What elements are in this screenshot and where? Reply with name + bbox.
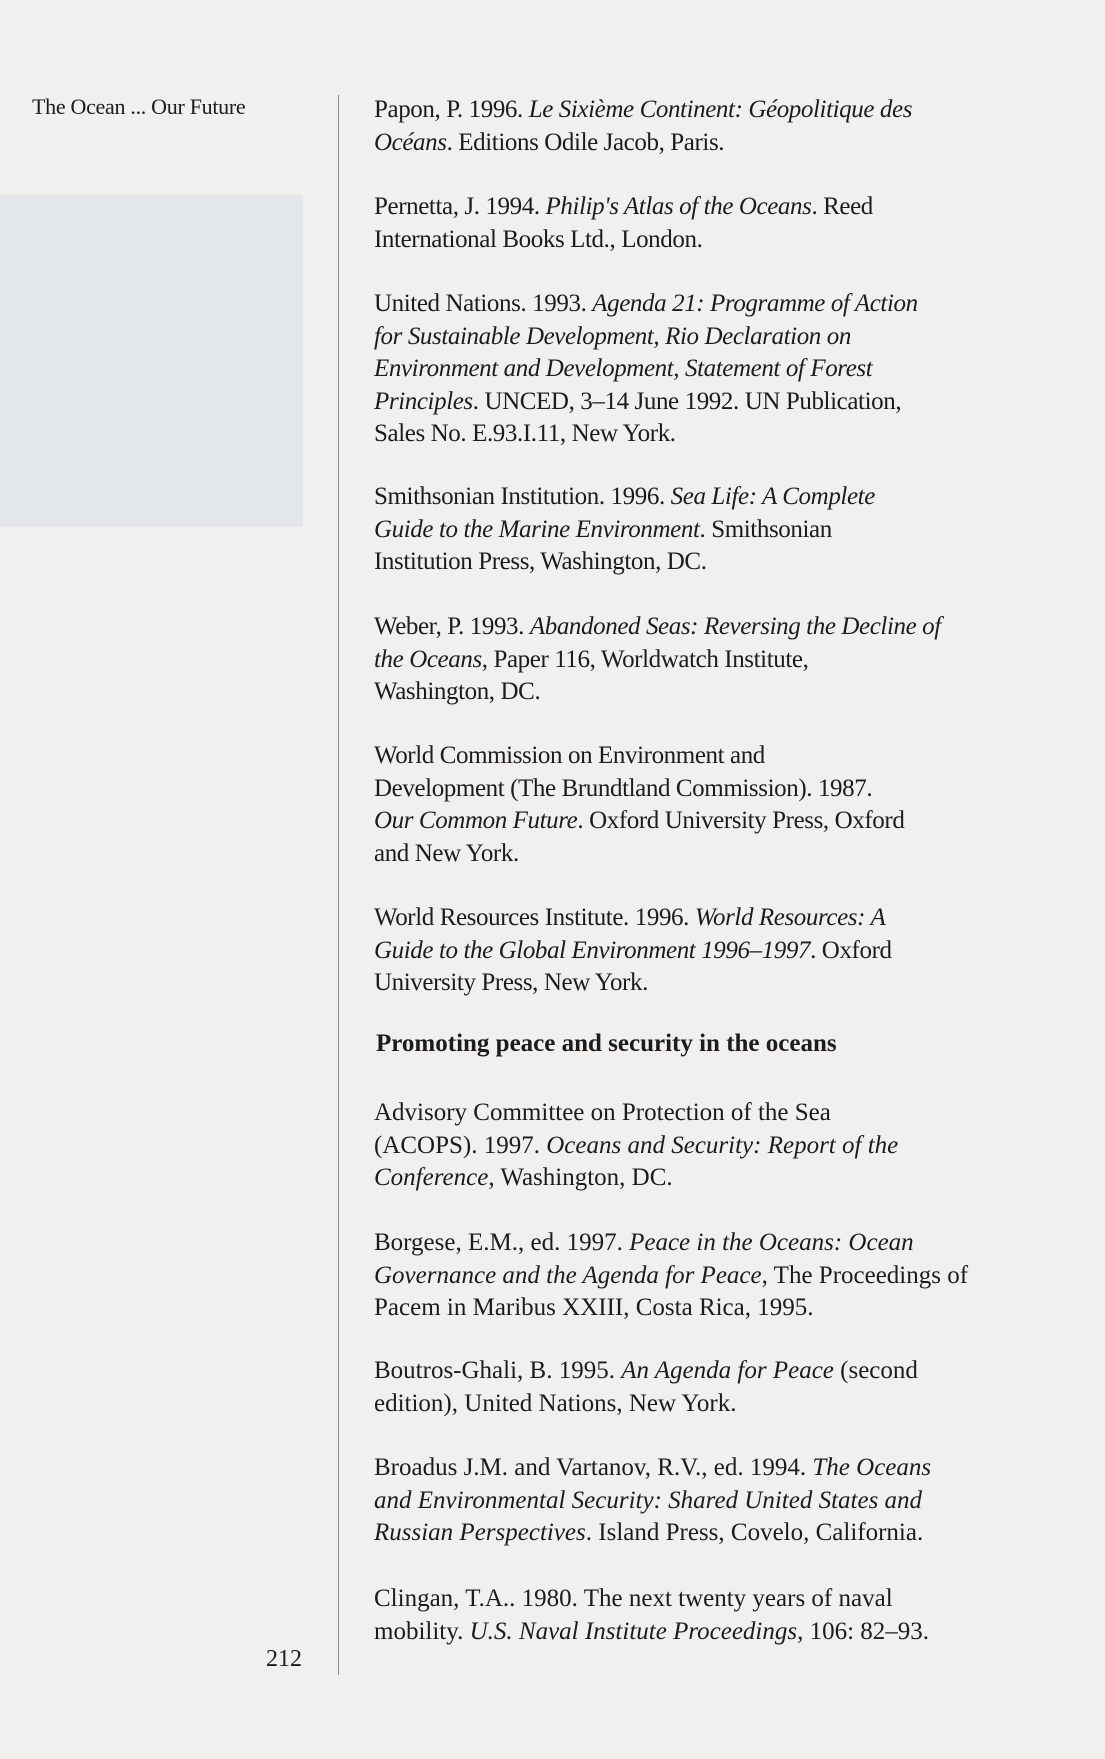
- entry-line: [374, 740, 904, 773]
- entry-line: [374, 1485, 931, 1518]
- entry-title-text: Principles: [374, 387, 473, 415]
- entry-text: . Island Press, Covelo, California.: [585, 1519, 924, 1546]
- entry-line: [374, 1227, 968, 1260]
- entry-text: International Books Ltd., London.: [374, 225, 703, 253]
- entry-text: . Editions Odile Jacob, Paris.: [446, 128, 725, 156]
- entry-text: Boutros-Ghali, B. 1995.: [374, 1357, 622, 1384]
- entry-line: [374, 1097, 898, 1130]
- entry-title-text: U.S. Naval Institute Proceedings: [469, 1617, 798, 1645]
- bibliography-entry: [374, 1097, 898, 1195]
- entry-title-text: Guide to the Global Environment 1996–1997: [374, 936, 811, 964]
- entry-line: [374, 838, 904, 871]
- entry-text: United Nations. 1993.: [374, 290, 593, 317]
- entry-line: [374, 514, 875, 547]
- entry-text: Development (The Brundtland Commission). 1987.: [374, 774, 873, 802]
- entry-text: (second: [833, 1357, 918, 1384]
- entry-title-text: Sea Life: A Complete: [670, 483, 875, 510]
- entry-title-text: Le Sixième Continent: Géopolitique des: [528, 96, 913, 123]
- column-divider: [338, 95, 339, 1675]
- bibliography-entry: [374, 94, 912, 159]
- entry-line: [374, 386, 918, 419]
- entry-line: [374, 288, 918, 321]
- entry-title-text: Guide to the Marine Environment: [374, 515, 700, 543]
- bibliography-entry: [374, 611, 941, 709]
- entry-text: . Oxford: [810, 936, 892, 964]
- entry-title-text: Abandoned Seas: Reversing the Decline of: [529, 613, 941, 640]
- entry-line: [374, 773, 904, 806]
- entry-text: Borgese, E.M., ed. 1997.: [374, 1229, 630, 1256]
- entry-title-text: An Agenda for Peace: [621, 1357, 834, 1384]
- entry-title-text: Oceans and Security: Report of the: [546, 1131, 899, 1159]
- entry-line: [374, 353, 918, 386]
- entry-text: edition), United Nations, New York.: [374, 1389, 737, 1417]
- entry-title-text: Governance and the Agenda for Peace: [374, 1261, 762, 1289]
- entry-text: World Resources Institute. 1996.: [374, 904, 695, 931]
- entry-title-text: Environment and Development, Statement of Forest: [374, 355, 873, 382]
- bibliography-entry: [374, 288, 918, 451]
- entry-title-text: Océans: [374, 128, 447, 156]
- entry-line: [374, 321, 918, 354]
- page-number: 212: [266, 1646, 302, 1672]
- bibliography-entry: [374, 1583, 929, 1648]
- entry-line: [374, 1583, 929, 1616]
- running-head: The Ocean ... Our Future: [32, 94, 246, 119]
- entry-text: Washington, DC.: [374, 678, 541, 705]
- entry-line: [374, 805, 904, 838]
- bibliography-entry: [374, 1452, 931, 1550]
- entry-text: Clingan, T.A.. 1980. The next twenty years of naval: [374, 1585, 893, 1612]
- entry-line: [374, 611, 941, 644]
- entry-text: mobility.: [374, 1617, 470, 1645]
- entry-line: [374, 127, 912, 160]
- entry-text: . Smithsonian: [699, 515, 832, 543]
- entry-line: [374, 644, 941, 677]
- section-heading: Promoting peace and security in the oceans: [376, 1030, 837, 1057]
- entry-line: [374, 902, 892, 935]
- entry-line: [374, 224, 873, 257]
- entry-text: , Washington, DC.: [488, 1164, 673, 1191]
- bibliography-entry: [374, 740, 904, 870]
- entry-title-text: World Resources: A: [694, 904, 886, 931]
- entry-text: World Commission on Environment and: [374, 742, 765, 769]
- entry-text: Institution Press, Washington, DC.: [374, 548, 707, 575]
- entry-title-text: Agenda 21: Programme of Action: [592, 290, 918, 317]
- entry-line: [374, 1260, 968, 1293]
- entry-line: [374, 191, 873, 224]
- bibliography-entry: [374, 1355, 918, 1420]
- entry-line: [374, 1355, 918, 1388]
- entry-line: [374, 967, 892, 1000]
- entry-text: Sales No. E.93.I.11, New York.: [374, 420, 676, 447]
- entry-text: Weber, P. 1993.: [374, 613, 530, 640]
- entry-line: [374, 418, 918, 451]
- entry-line: [374, 546, 875, 579]
- entry-line: [374, 935, 892, 968]
- entry-title-text: for Sustainable Development, Rio Declaration on: [374, 322, 851, 350]
- entry-text: . UNCED, 3–14 June 1992. UN Publication,: [472, 387, 902, 415]
- entry-text: (ACOPS). 1997.: [374, 1131, 547, 1159]
- entry-line: [374, 676, 941, 709]
- entry-line: [374, 1452, 931, 1485]
- entry-line: [374, 1162, 898, 1195]
- entry-text: Smithsonian Institution. 1996.: [374, 483, 671, 510]
- entry-title-text: Our Common Future: [374, 807, 578, 834]
- bibliography-entry: [374, 481, 875, 579]
- entry-title-text: Conference: [374, 1164, 489, 1191]
- entry-text: , 106: 82–93.: [797, 1617, 930, 1645]
- entry-line: [374, 1517, 931, 1550]
- entry-text: Papon, P. 1996.: [374, 96, 529, 123]
- entry-text: Advisory Committee on Protection of the Sea: [374, 1099, 831, 1126]
- bibliography-entry: [374, 191, 873, 256]
- entry-line: [374, 1616, 929, 1649]
- entry-line: [374, 1388, 918, 1421]
- entry-text: . Oxford University Press, Oxford: [577, 807, 905, 834]
- entry-title-text: and Environmental Security: Shared United States and: [374, 1486, 923, 1514]
- entry-text: and New York.: [374, 839, 519, 867]
- entry-text: Pacem in Maribus XXIII, Costa Rica, 1995.: [374, 1294, 814, 1321]
- entry-text: Broadus J.M. and Vartanov, R.V., ed. 1994.: [374, 1454, 813, 1481]
- entry-text: University Press, New York.: [374, 969, 648, 996]
- entry-line: [374, 481, 875, 514]
- entry-text: , Paper 116, Worldwatch Institute,: [481, 645, 809, 673]
- entry-title-text: The Oceans: [812, 1454, 932, 1481]
- entry-text: , The Proceedings of: [761, 1261, 969, 1289]
- entry-title-text: the Oceans: [374, 645, 482, 673]
- entry-text: . Reed: [811, 193, 873, 220]
- entry-title-text: Russian Perspectives: [374, 1519, 586, 1546]
- entry-text: Pernetta, J. 1994.: [374, 193, 546, 220]
- entry-title-text: Peace in the Oceans: Ocean: [629, 1229, 914, 1256]
- bibliography-entry: [374, 1227, 968, 1325]
- decorative-panel: [0, 195, 303, 527]
- entry-title-text: Philip's Atlas of the Oceans: [545, 193, 812, 220]
- entry-line: [374, 1130, 898, 1163]
- bibliography-entry: [374, 902, 892, 1000]
- entry-line: [374, 94, 912, 127]
- entry-line: [374, 1292, 968, 1325]
